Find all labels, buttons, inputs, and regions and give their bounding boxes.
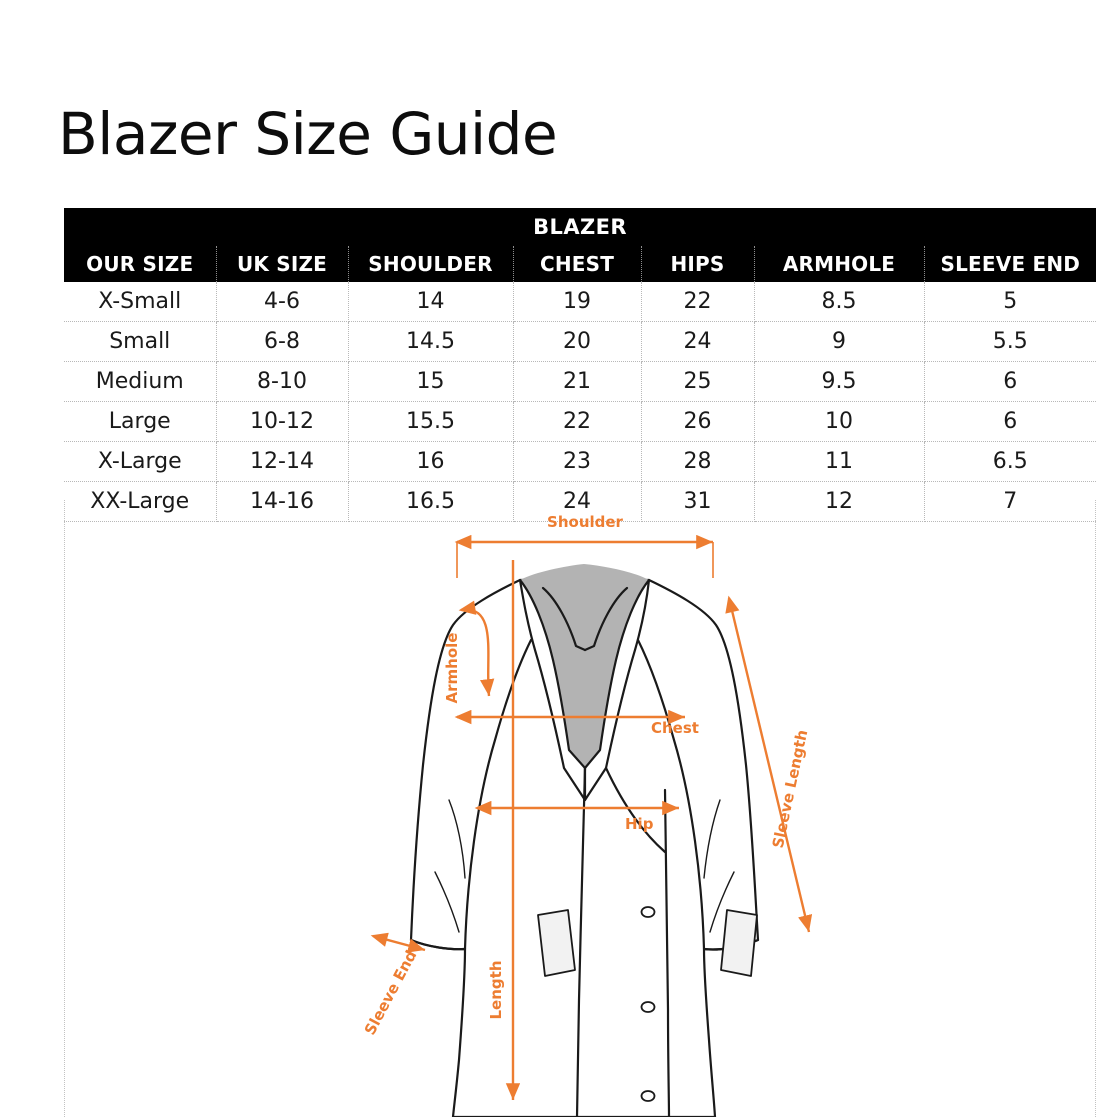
column-header-armhole: ARMHOLE: [754, 246, 924, 282]
cell-sleeve-end: 5: [924, 282, 1096, 322]
cell-chest: 20: [513, 322, 641, 362]
cell-shoulder: 14.5: [348, 322, 513, 362]
cell-chest: 23: [513, 442, 641, 482]
column-header-our-size: OUR SIZE: [64, 246, 216, 282]
cell-hips: 25: [641, 362, 754, 402]
cell-armhole: 9: [754, 322, 924, 362]
cell-hips: 26: [641, 402, 754, 442]
measurement-diagram: [64, 500, 1096, 1117]
cell-uk-size: 10-12: [216, 402, 348, 442]
label-hip: Hip: [625, 815, 654, 833]
label-shoulder: Shoulder: [547, 513, 623, 531]
cell-size: X-Small: [64, 282, 216, 322]
blazer-illustration: [411, 564, 758, 1117]
table-caption: BLAZER: [64, 208, 1096, 246]
column-header-sleeve-end: SLEEVE END: [924, 246, 1096, 282]
table-row: [64, 362, 1096, 402]
cell-sleeve-end: 6.5: [924, 442, 1096, 482]
cell-uk-size: 6-8: [216, 322, 348, 362]
cell-uk-size: 8-10: [216, 362, 348, 402]
table-row: [64, 322, 1096, 362]
cell-shoulder: 16.5: [348, 482, 513, 522]
table-row: [64, 282, 1096, 322]
cell-shoulder: 15: [348, 362, 513, 402]
cell-sleeve-end: 7: [924, 482, 1096, 522]
column-header-shoulder: SHOULDER: [348, 246, 513, 282]
cell-armhole: 12: [754, 482, 924, 522]
cell-chest: 24: [513, 482, 641, 522]
cell-hips: 24: [641, 322, 754, 362]
label-armhole: Armhole: [443, 632, 461, 704]
page-title: Blazer Size Guide: [58, 100, 558, 168]
cell-size: Medium: [64, 362, 216, 402]
label-sleeve-end: Sleeve End: [360, 947, 421, 1038]
cell-armhole: 8.5: [754, 282, 924, 322]
table-caption-row: [64, 208, 1096, 246]
cell-hips: 22: [641, 282, 754, 322]
column-header-chest: CHEST: [513, 246, 641, 282]
cell-sleeve-end: 6: [924, 402, 1096, 442]
table-header-row: [64, 246, 1096, 282]
label-sleeve-length: Sleeve Length: [768, 728, 812, 850]
label-chest: Chest: [651, 719, 699, 737]
cell-chest: 22: [513, 402, 641, 442]
column-header-uk-size: UK SIZE: [216, 246, 348, 282]
cell-size: Large: [64, 402, 216, 442]
cell-hips: 28: [641, 442, 754, 482]
cell-armhole: 9.5: [754, 362, 924, 402]
cell-armhole: 11: [754, 442, 924, 482]
cell-size: X-Large: [64, 442, 216, 482]
cell-sleeve-end: 5.5: [924, 322, 1096, 362]
size-table-container: [64, 208, 1096, 522]
cell-shoulder: 14: [348, 282, 513, 322]
cell-chest: 19: [513, 282, 641, 322]
cell-size: Small: [64, 322, 216, 362]
cell-uk-size: 14-16: [216, 482, 348, 522]
size-table: [64, 208, 1096, 522]
table-row: [64, 442, 1096, 482]
column-header-hips: HIPS: [641, 246, 754, 282]
cell-sleeve-end: 6: [924, 362, 1096, 402]
label-length: Length: [487, 960, 505, 1020]
cell-uk-size: 12-14: [216, 442, 348, 482]
cell-size: XX-Large: [64, 482, 216, 522]
cell-armhole: 10: [754, 402, 924, 442]
cell-shoulder: 16: [348, 442, 513, 482]
cell-uk-size: 4-6: [216, 282, 348, 322]
table-row: [64, 402, 1096, 442]
cell-shoulder: 15.5: [348, 402, 513, 442]
cell-chest: 21: [513, 362, 641, 402]
cell-hips: 31: [641, 482, 754, 522]
